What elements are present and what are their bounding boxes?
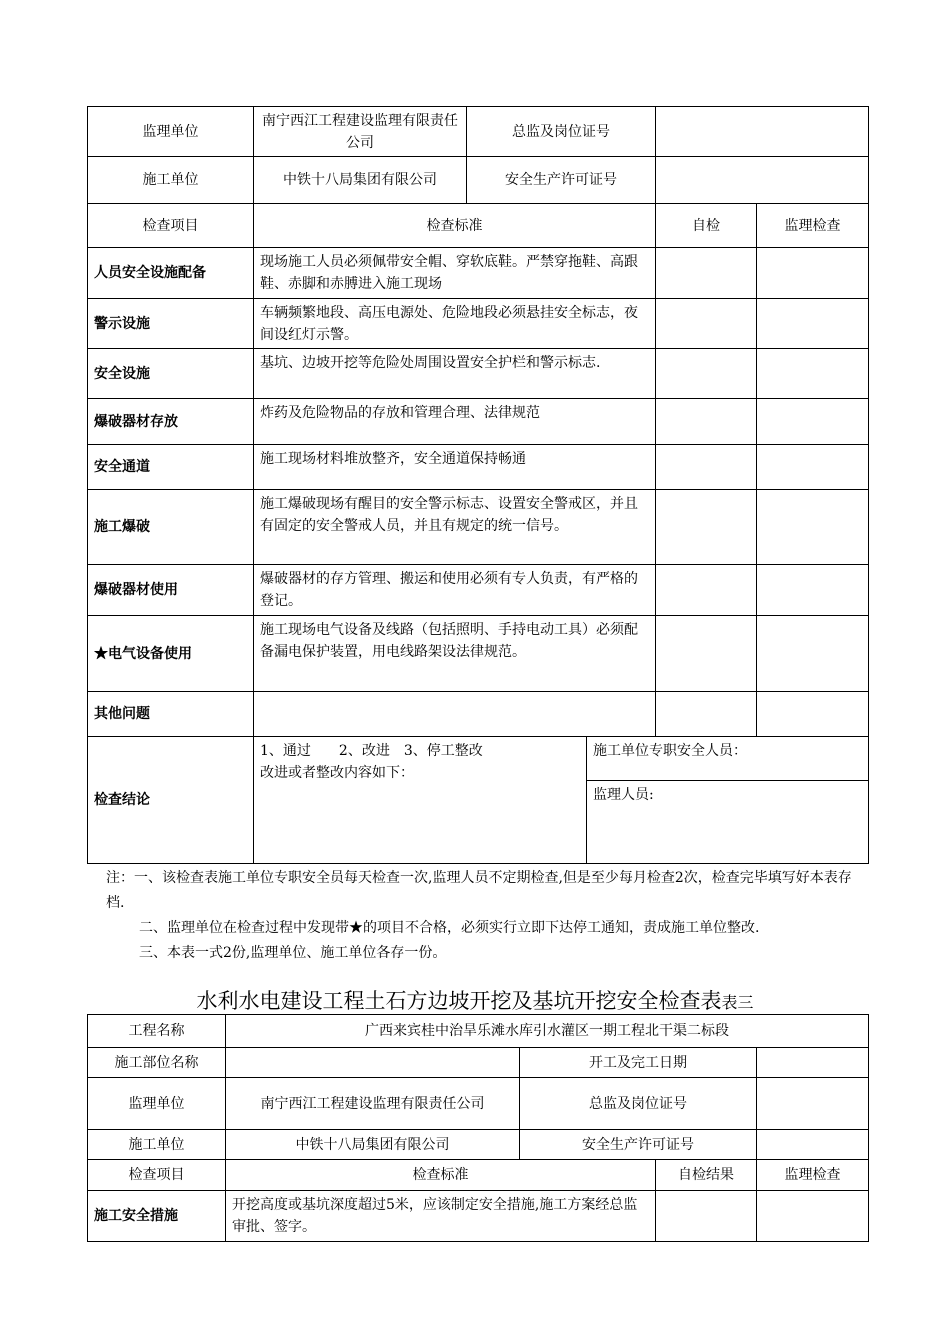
check-standard: 施工现场电气设备及线路（包括照明、手持电动工具）必须配备漏电保护装置，用电线路架设法律规范。 (254, 616, 656, 692)
check-item: 安全通道 (88, 445, 254, 490)
supervision-check-cell[interactable] (757, 248, 869, 299)
supervision-check-cell[interactable] (757, 616, 869, 692)
notes (106, 866, 866, 966)
self-check-cell[interactable] (656, 616, 757, 692)
conclusion-label: 检查结论 (88, 737, 254, 864)
header-item: 检查项目 (88, 1160, 226, 1191)
chief-cert-label: 总监及岗位证号 (467, 107, 656, 157)
self-check-cell[interactable] (656, 445, 757, 490)
header-supervision-check: 监理检查 (757, 1160, 869, 1191)
inspection-table-2 (87, 1014, 869, 1242)
site-name-value[interactable] (226, 1048, 520, 1078)
construction-unit-value: 中铁十八局集团有限公司 (254, 157, 467, 204)
conclusion-options: 1、通过 2、改进 3、停工整改 (260, 743, 483, 759)
check-item: 爆破器材存放 (88, 399, 254, 445)
self-check-cell[interactable] (656, 565, 757, 616)
construction-unit-label: 施工单位 (88, 157, 254, 204)
self-check-cell[interactable] (656, 299, 757, 349)
form-title-text: 水利水电建设工程土石方边坡开挖及基坑开挖安全检查表 (196, 989, 722, 1013)
check-standard[interactable] (254, 692, 656, 737)
supervision-check-cell[interactable] (757, 565, 869, 616)
supervision-check-cell[interactable] (757, 1191, 869, 1242)
check-item: 警示设施 (88, 299, 254, 349)
supervisor-person-label[interactable]: 监理人员: (587, 781, 869, 864)
conclusion-content[interactable] (254, 737, 587, 864)
self-check-cell[interactable] (656, 399, 757, 445)
safety-license-label: 安全生产许可证号 (520, 1130, 757, 1160)
check-standard: 基坑、边坡开挖等危险处周围设置安全护栏和警示标志. (254, 349, 656, 399)
safety-officer-label[interactable]: 施工单位专职安全人员： (587, 737, 869, 781)
note-3 (106, 941, 866, 966)
supervisor-unit-label: 监理单位 (88, 107, 254, 157)
check-standard: 开挖高度或基坑深度超过5米，应该制定安全措施,施工方案经总监审批、签字。 (226, 1191, 656, 1242)
project-name-label: 工程名称 (88, 1015, 226, 1048)
self-check-cell[interactable] (656, 1191, 757, 1242)
check-item: 爆破器材使用 (88, 565, 254, 616)
construction-unit-label: 施工单位 (88, 1130, 226, 1160)
safety-license-value[interactable] (656, 157, 869, 204)
note-text: 注：一、该检查表施工单位专职安全员每天检查一次,监理人员不定期检查,但是至少每月检查2次，检查完毕填写好本表存档. (106, 870, 852, 911)
dates-value[interactable] (757, 1048, 869, 1078)
check-standard: 施工现场材料堆放整齐，安全通道保持畅通 (254, 445, 656, 490)
check-item: 施工爆破 (88, 490, 254, 565)
header-standard: 检查标准 (226, 1160, 656, 1191)
check-standard: 车辆频繁地段、高压电源处、危险地段必须悬挂安全标志，夜间设红灯示警。 (254, 299, 656, 349)
safety-license-value[interactable] (757, 1130, 869, 1160)
note-text: 三、本表一式2份,监理单位、施工单位各存一份。 (139, 945, 447, 961)
chief-cert-label: 总监及岗位证号 (520, 1078, 757, 1130)
check-standard: 现场施工人员必须佩带安全帽、穿软底鞋。严禁穿拖鞋、高跟鞋、赤脚和赤膊进入施工现场 (254, 248, 656, 299)
self-check-cell[interactable] (656, 349, 757, 399)
header-standard: 检查标准 (254, 204, 656, 248)
self-check-cell[interactable] (656, 490, 757, 565)
self-check-cell[interactable] (656, 692, 757, 737)
supervision-check-cell[interactable] (757, 490, 869, 565)
check-item: 人员安全设施配备 (88, 248, 254, 299)
supervision-check-cell[interactable] (757, 299, 869, 349)
supervision-check-cell[interactable] (757, 445, 869, 490)
note-2 (106, 916, 866, 941)
check-item: 施工安全措施 (88, 1191, 226, 1242)
header-item: 检查项目 (88, 204, 254, 248)
header-self-check: 自检 (656, 204, 757, 248)
check-item: 安全设施 (88, 349, 254, 399)
chief-cert-value[interactable] (656, 107, 869, 157)
self-check-cell[interactable] (656, 248, 757, 299)
check-standard: 施工爆破现场有醒目的安全警示标志、设置安全警戒区，并且有固定的安全警戒人员，并且有规定的统一信号。 (254, 490, 656, 565)
supervisor-unit-value: 南宁西江工程建设监理有限责任公司 (254, 107, 467, 157)
chief-cert-value[interactable] (757, 1078, 869, 1130)
construction-unit-value: 中铁十八局集团有限公司 (226, 1130, 520, 1160)
supervision-check-cell[interactable] (757, 349, 869, 399)
check-standard: 爆破器材的存方管理、搬运和使用必须有专人负责，有严格的登记。 (254, 565, 656, 616)
supervisor-unit-label: 监理单位 (88, 1078, 226, 1130)
check-item: 其他问题 (88, 692, 254, 737)
note-1 (106, 866, 866, 916)
dates-label: 开工及完工日期 (520, 1048, 757, 1078)
form-title-suffix: 表三 (721, 993, 754, 1012)
supervisor-unit-value: 南宁西江工程建设监理有限责任公司 (226, 1078, 520, 1130)
site-name-label: 施工部位名称 (88, 1048, 226, 1078)
check-item: ★电气设备使用 (88, 616, 254, 692)
header-supervision-check: 监理检查 (757, 204, 869, 248)
project-name-value: 广西来宾桂中治旱乐滩水库引水灌区一期工程北干渠二标段 (226, 1015, 869, 1048)
safety-license-label: 安全生产许可证号 (467, 157, 656, 204)
supervision-check-cell[interactable] (757, 399, 869, 445)
header-self-check: 自检结果 (656, 1160, 757, 1191)
check-standard: 炸药及危险物品的存放和管理合理、法律规范 (254, 399, 656, 445)
supervision-check-cell[interactable] (757, 692, 869, 737)
note-text: 二、监理单位在检查过程中发现带★的项目不合格，必须实行立即下达停工通知，责成施工单位整改. (139, 920, 760, 936)
inspection-table-1 (87, 106, 869, 864)
conclusion-rectify-label: 改进或者整改内容如下： (260, 765, 414, 781)
